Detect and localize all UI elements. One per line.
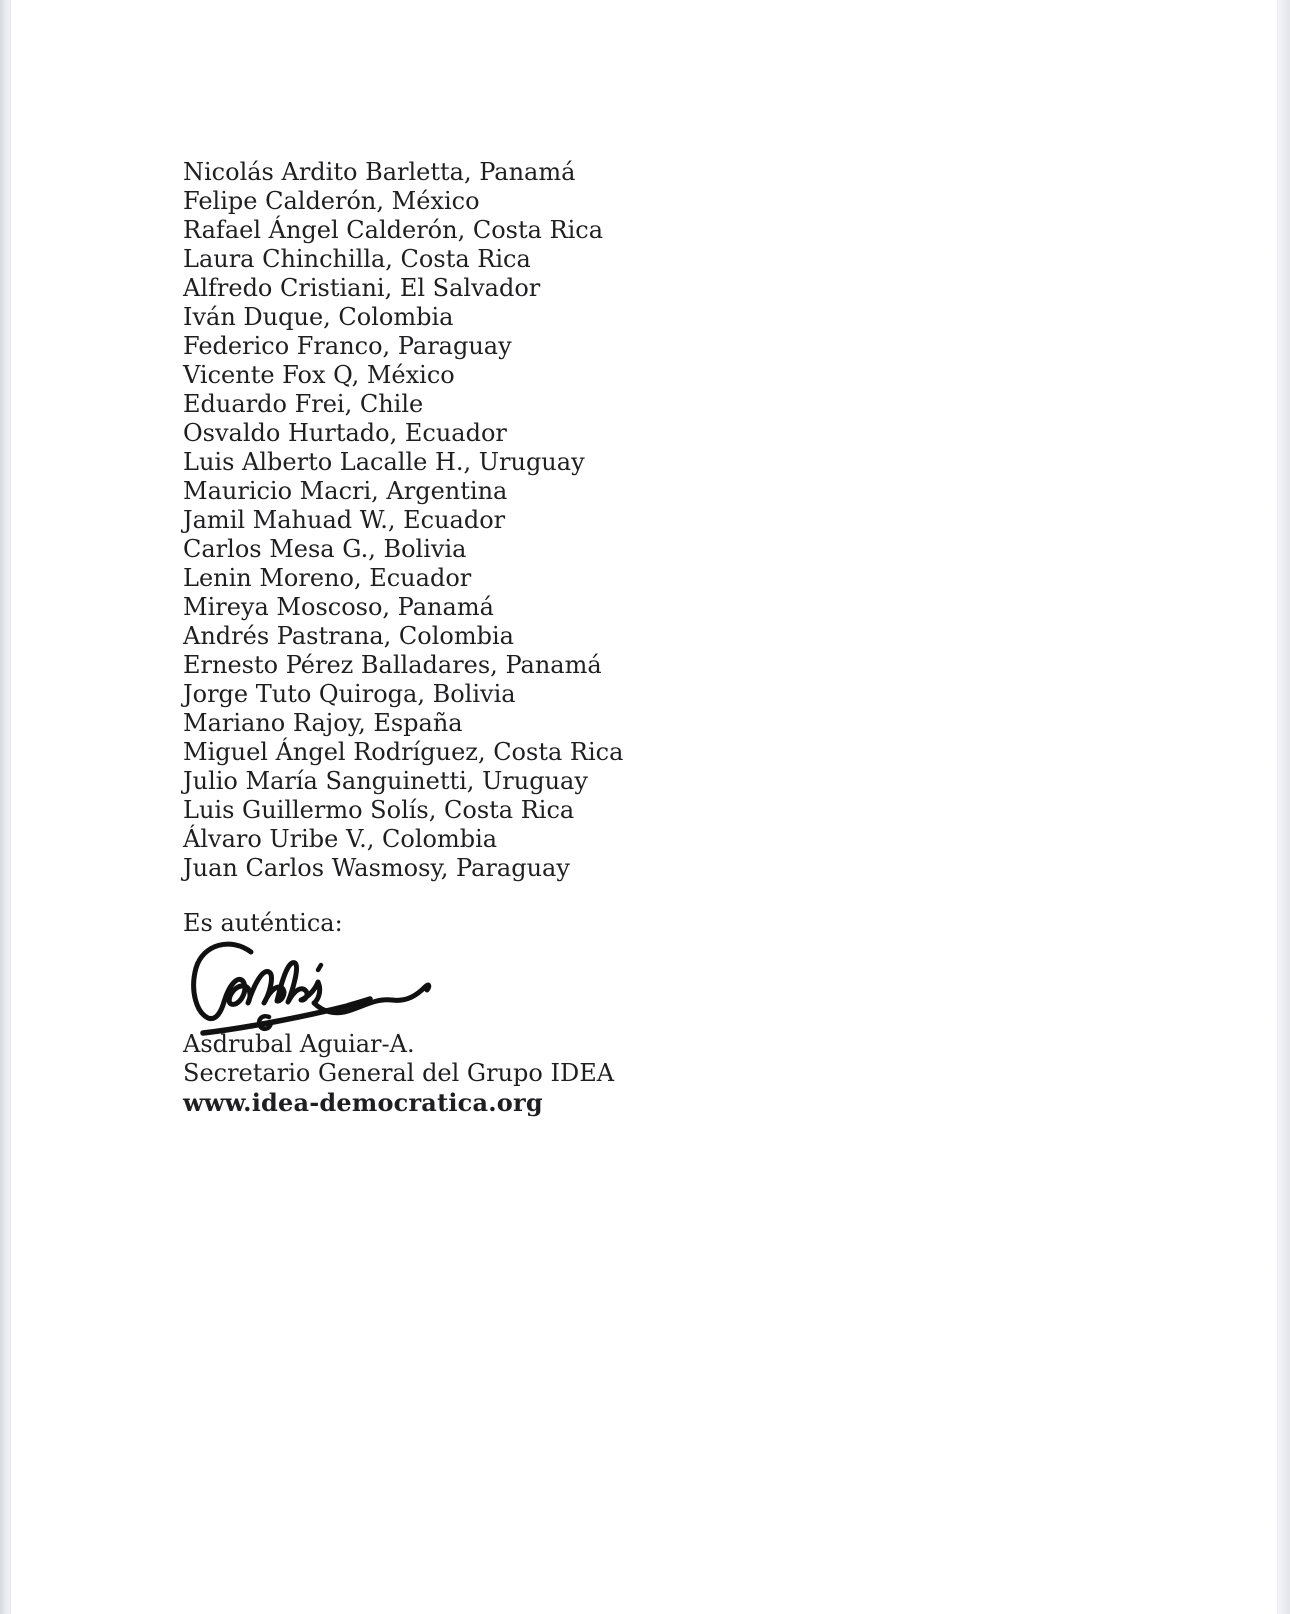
signatory-line: Luis Guillermo Solís, Costa Rica xyxy=(183,796,575,824)
signatory-line: Osvaldo Hurtado, Ecuador xyxy=(183,419,507,447)
signatory-line: Mariano Rajoy, España xyxy=(183,709,463,737)
signatory-line: Iván Duque, Colombia xyxy=(183,303,454,331)
page-edge-right xyxy=(1277,0,1290,1614)
signature-image xyxy=(187,940,447,1035)
website-url: www.idea-democratica.org xyxy=(183,1088,543,1117)
attestation-label: Es auténtica: xyxy=(183,909,343,937)
signatory-line: Mauricio Macri, Argentina xyxy=(183,477,508,505)
signatory-line: Jorge Tuto Quiroga, Bolivia xyxy=(183,680,516,708)
signatory-line: Lenin Moreno, Ecuador xyxy=(183,564,472,592)
signatory-line: Álvaro Uribe V., Colombia xyxy=(183,825,498,853)
signatory-line: Mireya Moscoso, Panamá xyxy=(183,593,494,621)
signer-title: Secretario General del Grupo IDEA xyxy=(183,1059,615,1087)
signatory-line: Julio María Sanguinetti, Uruguay xyxy=(183,767,588,795)
page-content xyxy=(183,158,1083,1117)
signatory-line: Alfredo Cristiani, El Salvador xyxy=(183,274,541,302)
handwritten-signature-icon xyxy=(187,940,447,1035)
signatory-line: Felipe Calderón, México xyxy=(183,187,480,215)
page-edge-left xyxy=(0,0,11,1614)
signer-name: Asdrubal Aguiar-A. xyxy=(183,1030,415,1058)
signatory-line: Carlos Mesa G., Bolivia xyxy=(183,535,467,563)
signatory-line: Nicolás Ardito Barletta, Panamá xyxy=(183,158,576,186)
signatory-line: Andrés Pastrana, Colombia xyxy=(183,622,514,650)
signatory-line: Jamil Mahuad W., Ecuador xyxy=(183,506,506,534)
signatory-line: Luis Alberto Lacalle H., Uruguay xyxy=(183,448,585,476)
signatory-line: Eduardo Frei, Chile xyxy=(183,390,424,418)
signatory-line: Ernesto Pérez Balladares, Panamá xyxy=(183,651,602,679)
signatory-line: Juan Carlos Wasmosy, Paraguay xyxy=(183,854,570,882)
signatory-line: Miguel Ángel Rodríguez, Costa Rica xyxy=(183,738,624,766)
signatory-line: Laura Chinchilla, Costa Rica xyxy=(183,245,531,273)
signatory-line: Vicente Fox Q, México xyxy=(183,361,455,389)
signatory-line: Federico Franco, Paraguay xyxy=(183,332,512,360)
signatory-line: Rafael Ángel Calderón, Costa Rica xyxy=(183,216,604,244)
signatory-list xyxy=(183,158,1083,883)
